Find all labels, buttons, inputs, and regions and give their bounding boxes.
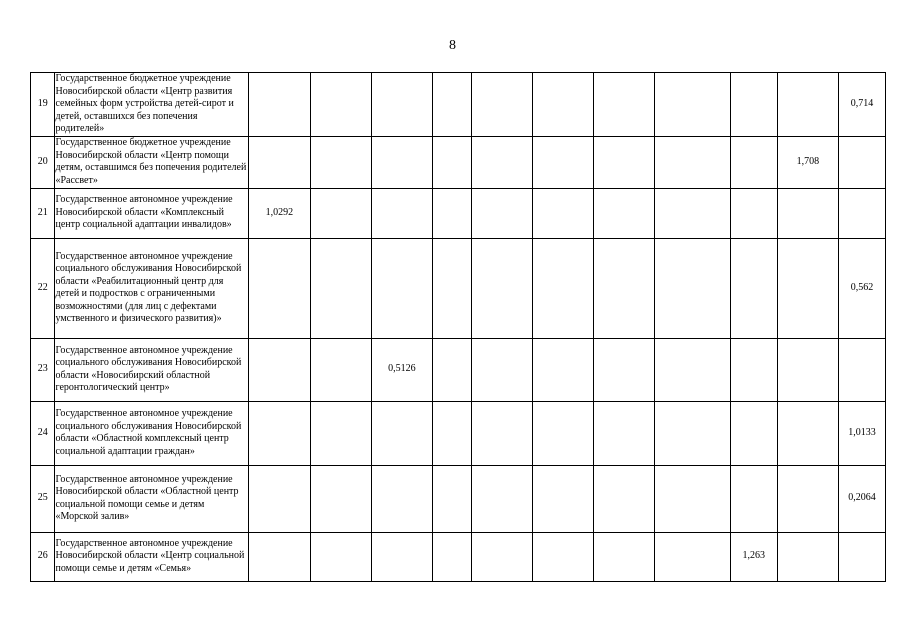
value-cell xyxy=(777,401,838,465)
value-cell xyxy=(777,188,838,238)
value-cell xyxy=(594,465,655,532)
row-number: 26 xyxy=(31,532,55,581)
value-cell xyxy=(432,401,471,465)
page-number: 8 xyxy=(449,38,456,53)
value-cell xyxy=(777,73,838,137)
table-row xyxy=(31,188,886,238)
table-row xyxy=(31,136,886,188)
value-cell xyxy=(471,401,532,465)
table-row xyxy=(31,401,886,465)
value-cell: 1,0292 xyxy=(249,188,310,238)
value-cell xyxy=(730,401,777,465)
row-number: 19 xyxy=(31,73,55,137)
value-cell xyxy=(371,188,432,238)
value-cell xyxy=(310,401,371,465)
value-cell xyxy=(777,532,838,581)
value-cell xyxy=(432,338,471,401)
value-cell xyxy=(730,238,777,338)
value-cell xyxy=(532,401,593,465)
value-cell: 1,708 xyxy=(777,136,838,188)
value-cell xyxy=(432,532,471,581)
value-cell xyxy=(471,188,532,238)
institution-name: Государственное бюджетное учреждение Новосибирской области «Центр развития семейных форм устройства детей-сирот и детей, оставшихся без попечения родителей» xyxy=(55,73,249,137)
value-cell xyxy=(594,136,655,188)
institution-name: Государственное автономное учреждение Новосибирской области «Областной центр социальной помощи семье и детям «Морской залив» xyxy=(55,465,249,532)
value-cell xyxy=(532,73,593,137)
value-cell xyxy=(371,238,432,338)
value-cell: 0,5126 xyxy=(371,338,432,401)
value-cell xyxy=(432,188,471,238)
value-cell xyxy=(471,136,532,188)
value-cell xyxy=(594,188,655,238)
value-cell xyxy=(371,136,432,188)
value-cell xyxy=(532,532,593,581)
value-cell xyxy=(838,338,885,401)
value-cell xyxy=(655,465,731,532)
value-cell xyxy=(655,188,731,238)
value-cell xyxy=(594,532,655,581)
value-cell xyxy=(249,238,310,338)
value-cell: 1,0133 xyxy=(838,401,885,465)
institution-name: Государственное бюджетное учреждение Новосибирской области «Центр помощи детям, оставшимся без попечения родителей «Рассвет» xyxy=(55,136,249,188)
institution-name: Государственное автономное учреждение социального обслуживания Новосибирской области «Новосибирский областной геронтологический центр» xyxy=(55,338,249,401)
value-cell xyxy=(371,73,432,137)
institution-name: Государственное автономное учреждение социального обслуживания Новосибирской области «Областной комплексный центр социальной адаптации граждан» xyxy=(55,401,249,465)
table-row xyxy=(31,338,886,401)
table-row xyxy=(31,532,886,581)
value-cell xyxy=(532,338,593,401)
institution-name: Государственное автономное учреждение социального обслуживания Новосибирской области «Реабилитационный центр для детей и подростков с ограниченными возможностями (для лиц с дефектами умственного и физического развития)» xyxy=(55,238,249,338)
value-cell xyxy=(777,338,838,401)
value-cell xyxy=(310,136,371,188)
value-cell xyxy=(532,188,593,238)
value-cell xyxy=(594,73,655,137)
value-cell xyxy=(471,465,532,532)
value-cell xyxy=(249,136,310,188)
value-cell xyxy=(371,465,432,532)
value-cell xyxy=(432,238,471,338)
value-cell xyxy=(777,465,838,532)
value-cell xyxy=(594,401,655,465)
row-number: 23 xyxy=(31,338,55,401)
institution-name: Государственное автономное учреждение Новосибирской области «Центр социальной помощи семье и детям «Семья» xyxy=(55,532,249,581)
value-cell xyxy=(432,465,471,532)
value-cell xyxy=(310,465,371,532)
value-cell xyxy=(432,136,471,188)
value-cell xyxy=(371,532,432,581)
allocation-table xyxy=(30,72,886,582)
value-cell xyxy=(838,188,885,238)
row-number: 25 xyxy=(31,465,55,532)
value-cell xyxy=(310,532,371,581)
value-cell xyxy=(777,238,838,338)
institution-name: Государственное автономное учреждение Новосибирской области «Комплексный центр социальной адаптации инвалидов» xyxy=(55,188,249,238)
value-cell: 1,263 xyxy=(730,532,777,581)
value-cell xyxy=(730,338,777,401)
value-cell xyxy=(432,73,471,137)
value-cell xyxy=(594,238,655,338)
value-cell xyxy=(249,73,310,137)
value-cell xyxy=(655,338,731,401)
value-cell xyxy=(655,401,731,465)
value-cell xyxy=(310,73,371,137)
value-cell xyxy=(730,73,777,137)
value-cell xyxy=(838,136,885,188)
value-cell xyxy=(730,136,777,188)
row-number: 20 xyxy=(31,136,55,188)
value-cell xyxy=(655,73,731,137)
value-cell xyxy=(310,188,371,238)
value-cell xyxy=(249,338,310,401)
value-cell xyxy=(310,238,371,338)
value-cell xyxy=(471,532,532,581)
row-number: 21 xyxy=(31,188,55,238)
value-cell xyxy=(471,338,532,401)
table-row xyxy=(31,238,886,338)
value-cell xyxy=(249,401,310,465)
table-row xyxy=(31,73,886,137)
value-cell xyxy=(310,338,371,401)
value-cell xyxy=(730,465,777,532)
value-cell xyxy=(371,401,432,465)
table-row xyxy=(31,465,886,532)
value-cell xyxy=(532,136,593,188)
value-cell xyxy=(249,465,310,532)
value-cell: 0,562 xyxy=(838,238,885,338)
value-cell xyxy=(532,238,593,338)
value-cell xyxy=(655,238,731,338)
value-cell xyxy=(532,465,593,532)
value-cell xyxy=(730,188,777,238)
row-number: 24 xyxy=(31,401,55,465)
value-cell xyxy=(249,532,310,581)
value-cell xyxy=(655,136,731,188)
value-cell: 0,714 xyxy=(838,73,885,137)
value-cell xyxy=(471,238,532,338)
value-cell xyxy=(471,73,532,137)
row-number: 22 xyxy=(31,238,55,338)
value-cell xyxy=(594,338,655,401)
table-body xyxy=(31,73,886,582)
value-cell: 0,2064 xyxy=(838,465,885,532)
value-cell xyxy=(838,532,885,581)
value-cell xyxy=(655,532,731,581)
